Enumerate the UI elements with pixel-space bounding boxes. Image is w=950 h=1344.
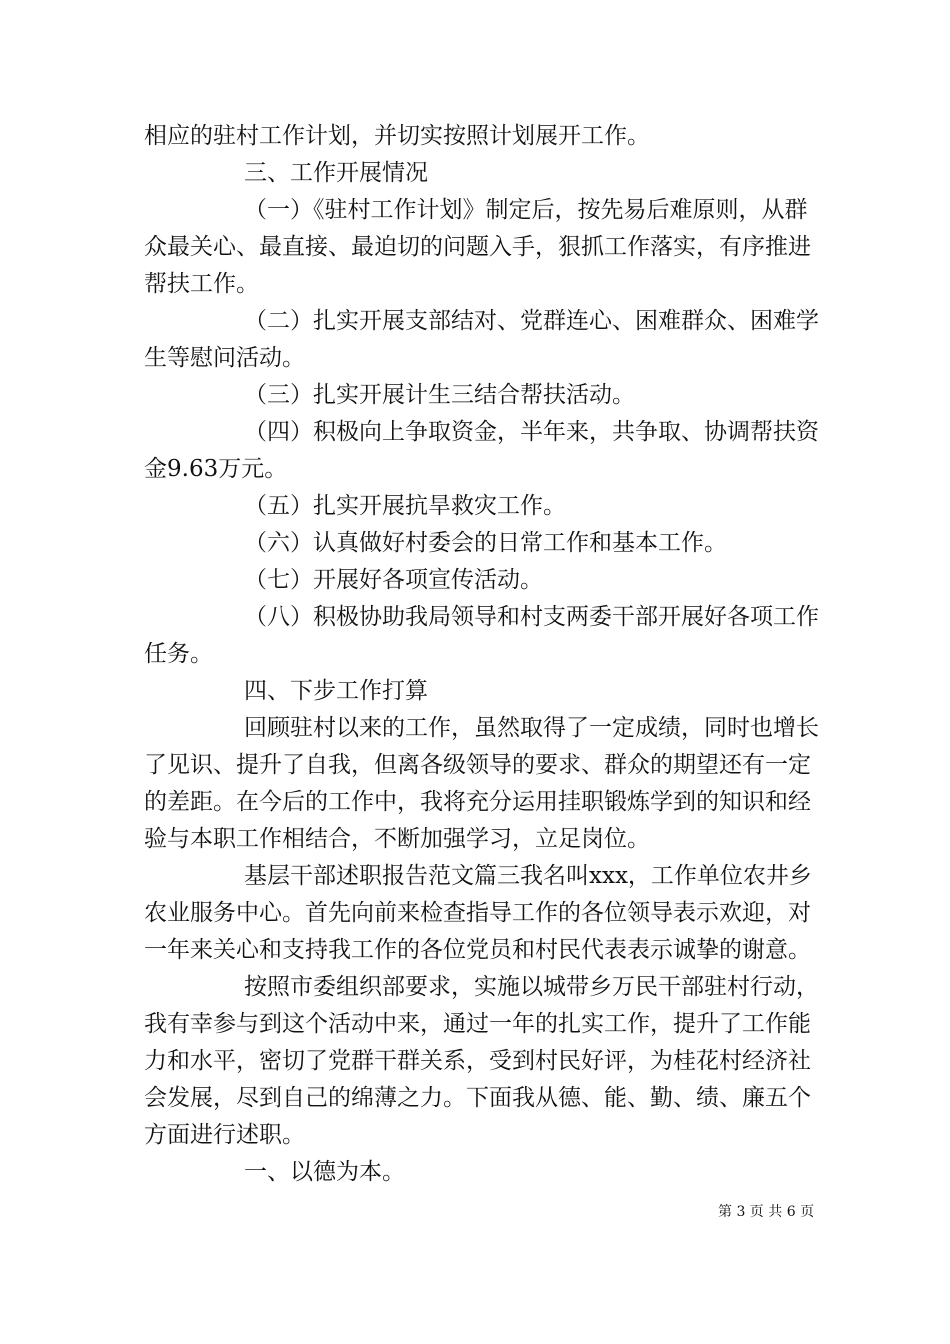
body-line: （七）开展好各项宣传活动。 xyxy=(244,567,543,593)
body-line: 会发展，尽到自己的绵薄之力。下面我从德、能、勤、绩、廉五个 xyxy=(144,1085,811,1111)
body-line: （八）积极协助我局领导和村支两委干部开展好各项工作 xyxy=(244,604,819,630)
body-line: 按照市委组织部要求，实施以城带乡万民干部驻村行动， xyxy=(244,974,819,1000)
body-line: 回顾驻村以来的工作，虽然取得了一定成绩，同时也增长 xyxy=(244,715,819,741)
body-line: 力和水平，密切了党群干群关系，受到村民好评，为桂花村经济社 xyxy=(144,1048,811,1074)
body-line: 帮扶工作。 xyxy=(144,271,259,297)
body-line: 任务。 xyxy=(144,641,213,667)
body-line: 农业服务中心。首先向前来检查指导工作的各位领导表示欢迎，对 xyxy=(144,900,811,926)
body-line: （六）认真做好村委会的日常工作和基本工作。 xyxy=(244,530,727,556)
body-line: 一年来关心和支持我工作的各位党员和村民代表表示诚挚的谢意。 xyxy=(144,937,811,963)
body-line: 的差距。在今后的工作中，我将充分运用挂职锻炼学到的知识和经 xyxy=(144,789,811,815)
document-body xyxy=(144,118,819,1191)
body-line: 金9.63万元。 xyxy=(144,456,288,482)
body-line: 方面进行述职。 xyxy=(144,1122,305,1148)
section-heading: 一、以德为本。 xyxy=(244,1159,405,1185)
body-line: 了见识、提升了自我，但离各级领导的要求、群众的期望还有一定 xyxy=(144,752,811,778)
body-line: （三）扎实开展计生三结合帮扶活动。 xyxy=(244,382,635,408)
body-line: 生等慰问活动。 xyxy=(144,345,305,371)
body-line: （二）扎实开展支部结对、党群连心、困难群众、困难学 xyxy=(244,308,819,334)
body-line: 众最关心、最直接、最迫切的问题入手，狠抓工作落实，有序推进 xyxy=(144,234,811,260)
body-line: 基层干部述职报告范文篇三我名叫xxx，工作单位农井乡 xyxy=(244,863,812,889)
body-line: 验与本职工作相结合，不断加强学习，立足岗位。 xyxy=(144,826,650,852)
body-line: 相应的驻村工作计划，并切实按照计划展开工作。 xyxy=(144,123,650,149)
page-number-footer: 第 3 页 共 6 页 xyxy=(718,1204,815,1220)
body-line: （四）积极向上争取资金，半年来，共争取、协调帮扶资 xyxy=(244,419,819,445)
section-heading: 四、下步工作打算 xyxy=(244,678,428,704)
body-line: （一）《驻村工作计划》制定后，按先易后难原则，从群 xyxy=(244,197,808,223)
section-heading: 三、工作开展情况 xyxy=(244,160,428,186)
body-line: （五）扎实开展抗旱救灾工作。 xyxy=(244,493,566,519)
body-line: 我有幸参与到这个活动中来，通过一年的扎实工作，提升了工作能 xyxy=(144,1011,811,1037)
